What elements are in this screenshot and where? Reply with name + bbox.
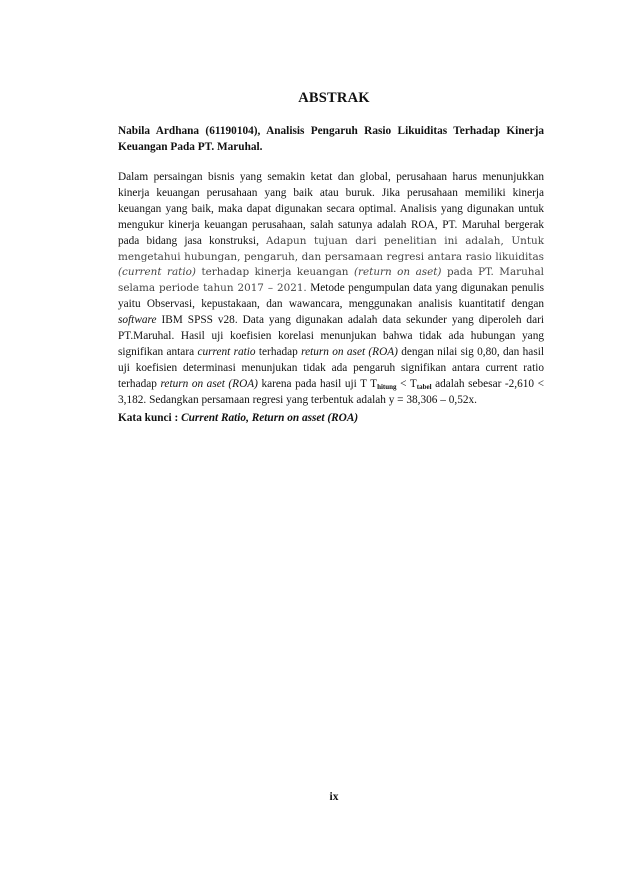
abstract-title: ABSTRAK bbox=[298, 90, 370, 106]
abstract-body: Dalam persaingan bisnis yang semakin ketat dan global, perusahaan harus menunjukkan kinerja keuangan perusahaan yang baik atau buruk. Jika perusahaan memiliki kinerja keuangan yang baik, maka dapat digunakan secara optimal. Analisis yang digunakan untuk mengukur kinerja keuangan perusahaan, salah satunya adalah ROA, PT. Maruhal bergerak pada bidang jasa konstruksi, Adapun tujuan dari penelitian ini adalah, Untuk mengetahui hubungan, pengaruh, dan persamaan regresi antara rasio likuiditas (current ratio) terhadap kinerja keuangan (return on aset) pada PT. Maruhal selama periode tahun 2017 – 2021. Metode pengumpulan data yang digunakan penulis yaitu Observasi, kepustakaan, dan wawancara, menggunakan analisis kuantitatif dengan software IBM SPSS v28. Data yang digunakan adalah data sekunder yang diperoleh dari PT.Maruhal. Hasil uji koefisien korelasi menunjukan bahwa tidak ada hubungan yang signifikan antara current ratio terhadap return on aset (ROA) dengan nilai sig 0,80, dan hasil uji koefisien determinasi menunjukan tidak ada pengaruh signifikan antara current ratio terhadap return on aset (ROA) karena pada hasil uji T $T_{hitung} < T_{tabel}$ adalah sebesar -2,610 < 3,182. Sedangkan persamaan regresi yang terbentuk adalah y = 38,306 – 0,52x. bbox=[118, 171, 545, 406]
abstract-text-gray: Adapun tujuan dari penelitian ini adalah, Untuk mengetahui hubungan, pengaruh, dan persamaan regresi antara rasio likuiditas (current ratio) terhadap kinerja keuangan (return on aset) pada PT. Maruhal selama periode tahun 2017 – 2021. bbox=[118, 234, 545, 295]
page-number: ix bbox=[329, 791, 339, 803]
keywords-terms: Current Ratio, Return on asset (ROA) bbox=[181, 412, 359, 424]
keywords-label: Kata kunci : bbox=[118, 412, 182, 424]
author-title-line: Nabila Ardhana (61190104), Analisis Pengaruh Rasio Likuiditas Terhadap Kinerja Keuangan Pada PT. Maruhal. bbox=[118, 125, 544, 153]
abstract-text: Dalam persaingan bisnis yang semakin ketat dan global, perusahaan harus menunjukkan kinerja keuangan perusahaan yang baik atau buruk. Jika perusahaan memiliki kinerja keuangan yang baik, maka dapat digunakan secara optimal. Analisis yang digunakan untuk mengukur kinerja keuangan perusahaan, salah satunya adalah ROA, PT. Maruhal bergerak pada bidang jasa konstruksi, bbox=[118, 171, 544, 247]
abstract-text: Metode pengumpulan data yang digunakan penulis yaitu Observasi, kepustakaan, dan wawancara, menggunakan analisis kuantitatif dengan bbox=[118, 282, 544, 311]
keywords bbox=[118, 411, 544, 427]
